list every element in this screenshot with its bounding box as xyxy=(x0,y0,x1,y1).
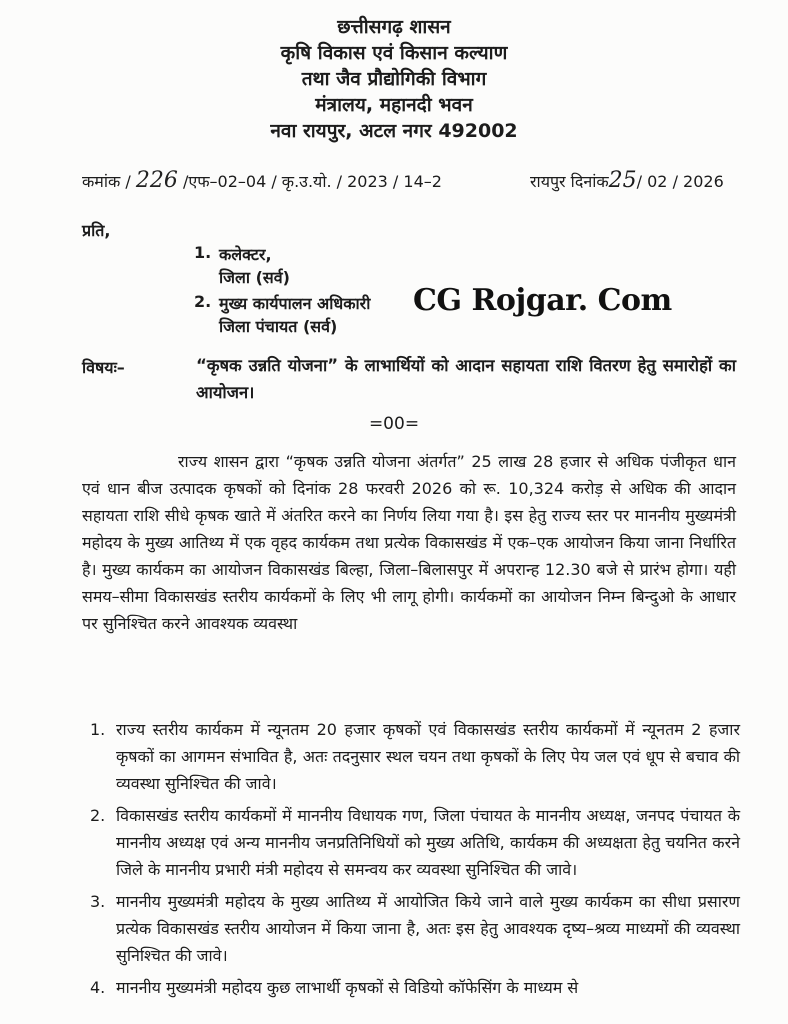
letterhead-building: मंत्रालय, महानदी भवन xyxy=(315,94,473,116)
subject-text: “कृषक उन्नति योजना” के लाभार्थियों को आदान सहायता राशि वितरण हेतु समारोहों का आयोजन। xyxy=(196,356,736,402)
list-item-number: 2. xyxy=(90,806,106,825)
list-item xyxy=(80,802,740,883)
letterhead xyxy=(0,14,788,144)
addressee-2-title: मुख्य कार्यपालन अधिकारी xyxy=(219,294,371,313)
body-paragraph-text: राज्य शासन द्वारा “कृषक उन्नति योजना अंतर्गत” 25 लाख 28 हजार से अधिक पंजीकृत धान एवं धान बीज उत्पादक कृषकों को दिनांक 28 फरवरी 2026 को रू. 10,324 करोड़ से अधिक की आदान सहायता राशि सीधे कृषक खाते में अंतरित करने का निर्णय लिया गया है। इस हेतु राज्य स्तर पर माननीय मुख्यमंत्री महोदय के मुख्य आतिथ्य में एक वृहद कार्यकम तथा प्रत्येक विकासखंड में एक–एक आयोजन किया जाना निर्धारित है। मुख्य कार्यकम का आयोजन विकासखंड बिल्हा, जिला–बिलासपुर में अपरान्ह 12.30 बजे से प्रारंभ होगा। यही समय–सीमा विकासखंड स्तरीय कार्यकमों के लिए भी लागू होगी। कार्यकमों का आयोजन निम्न बिन्दुओ के आधार पर सुनिश्चित करने आवश्यक व्यवस्था xyxy=(82,452,736,633)
letterhead-government: छत्तीसगढ़ शासन xyxy=(337,16,451,38)
addressee-2-scope: जिला पंचायत (सर्व) xyxy=(219,317,338,336)
separator: =00= xyxy=(368,414,420,434)
addressee-1-number: 1. xyxy=(194,243,212,262)
list-item-text: माननीय मुख्यमंत्री महोदय के मुख्य आतिथ्य में आयोजित किये जाने वाले मुख्य कार्यकम का सीधा प्रसारण प्रत्येक विकासखंड स्तरीय आयोजन में किया जाना है, अतः इस हेतु आवश्यक दृष्य–श्रव्य माध्यमों की व्यवस्था सुनिश्चित की जावे। xyxy=(116,892,740,965)
addressee-1-scope: जिला (सर्व) xyxy=(219,268,290,287)
date-month-year: / 02 / 2026 xyxy=(636,172,724,191)
reference-handwritten-number: 226 xyxy=(135,168,178,193)
list-item-number: 4. xyxy=(90,978,106,997)
list-item-number: 3. xyxy=(90,892,106,911)
addressee-2-number: 2. xyxy=(194,292,212,311)
reference-suffix: /एफ–02–04 / कृ.उ.यो. / 2023 / 14–2 xyxy=(182,172,442,191)
letterhead-department-2: तथा जैव प्रौद्योगिकी विभाग xyxy=(301,68,487,90)
place-date-label: रायपुर दिनांक xyxy=(530,172,609,191)
body-paragraph xyxy=(82,448,736,637)
watermark-text: CG Rojgar. Com xyxy=(413,283,672,318)
list-item-text: माननीय मुख्यमंत्री महोदय कुछ लाभार्थी कृषकों से विडियो कॉफेसिंग के माध्यम से xyxy=(116,978,579,997)
reference-date xyxy=(530,168,724,193)
list-item xyxy=(80,716,740,797)
list-item xyxy=(80,888,740,969)
addressee-1-title: कलेक्टर, xyxy=(219,245,272,264)
letterhead-address: नवा रायपुर, अटल नगर 492002 xyxy=(270,120,518,142)
date-day-handwritten: 25 xyxy=(608,168,637,193)
to-label: प्रति, xyxy=(82,221,111,240)
list-item xyxy=(80,974,740,1001)
letterhead-department: कृषि विकास एवं किसान कल्याण xyxy=(280,42,508,64)
list-item-text: विकासखंड स्तरीय कार्यकमों में माननीय विधायक गण, जिला पंचायत के माननीय अध्यक्ष, जनपद पंचायत के माननीय अध्यक्ष एवं अन्य माननीय जनप्रतिनिधियों को मुख्य अतिथि, कार्यकम की अध्यक्षता हेतु चयनित करने जिले के माननीय प्रभारी मंत्री महोदय से समन्वय कर व्यवस्था सुनिश्चित की जावे। xyxy=(116,806,740,879)
list-item-text: राज्य स्तरीय कार्यकम में न्यूनतम 20 हजार कृषकों एवं विकासखंड स्तरीय कार्यकमों में न्यूनतम 2 हजार कृषकों का आगमन संभावित है, अतः तदनुसार स्थल चयन तथा कृषकों के लिए पेय जल एवं धूप से बचाव की व्यवस्था सुनिश्चित की जावे। xyxy=(116,720,740,793)
reference-number xyxy=(82,168,442,193)
instruction-list xyxy=(80,716,740,1006)
subject-label: विषयः– xyxy=(82,358,125,377)
list-item-number: 1. xyxy=(90,720,106,739)
reference-prefix: कमांक / xyxy=(82,172,131,191)
